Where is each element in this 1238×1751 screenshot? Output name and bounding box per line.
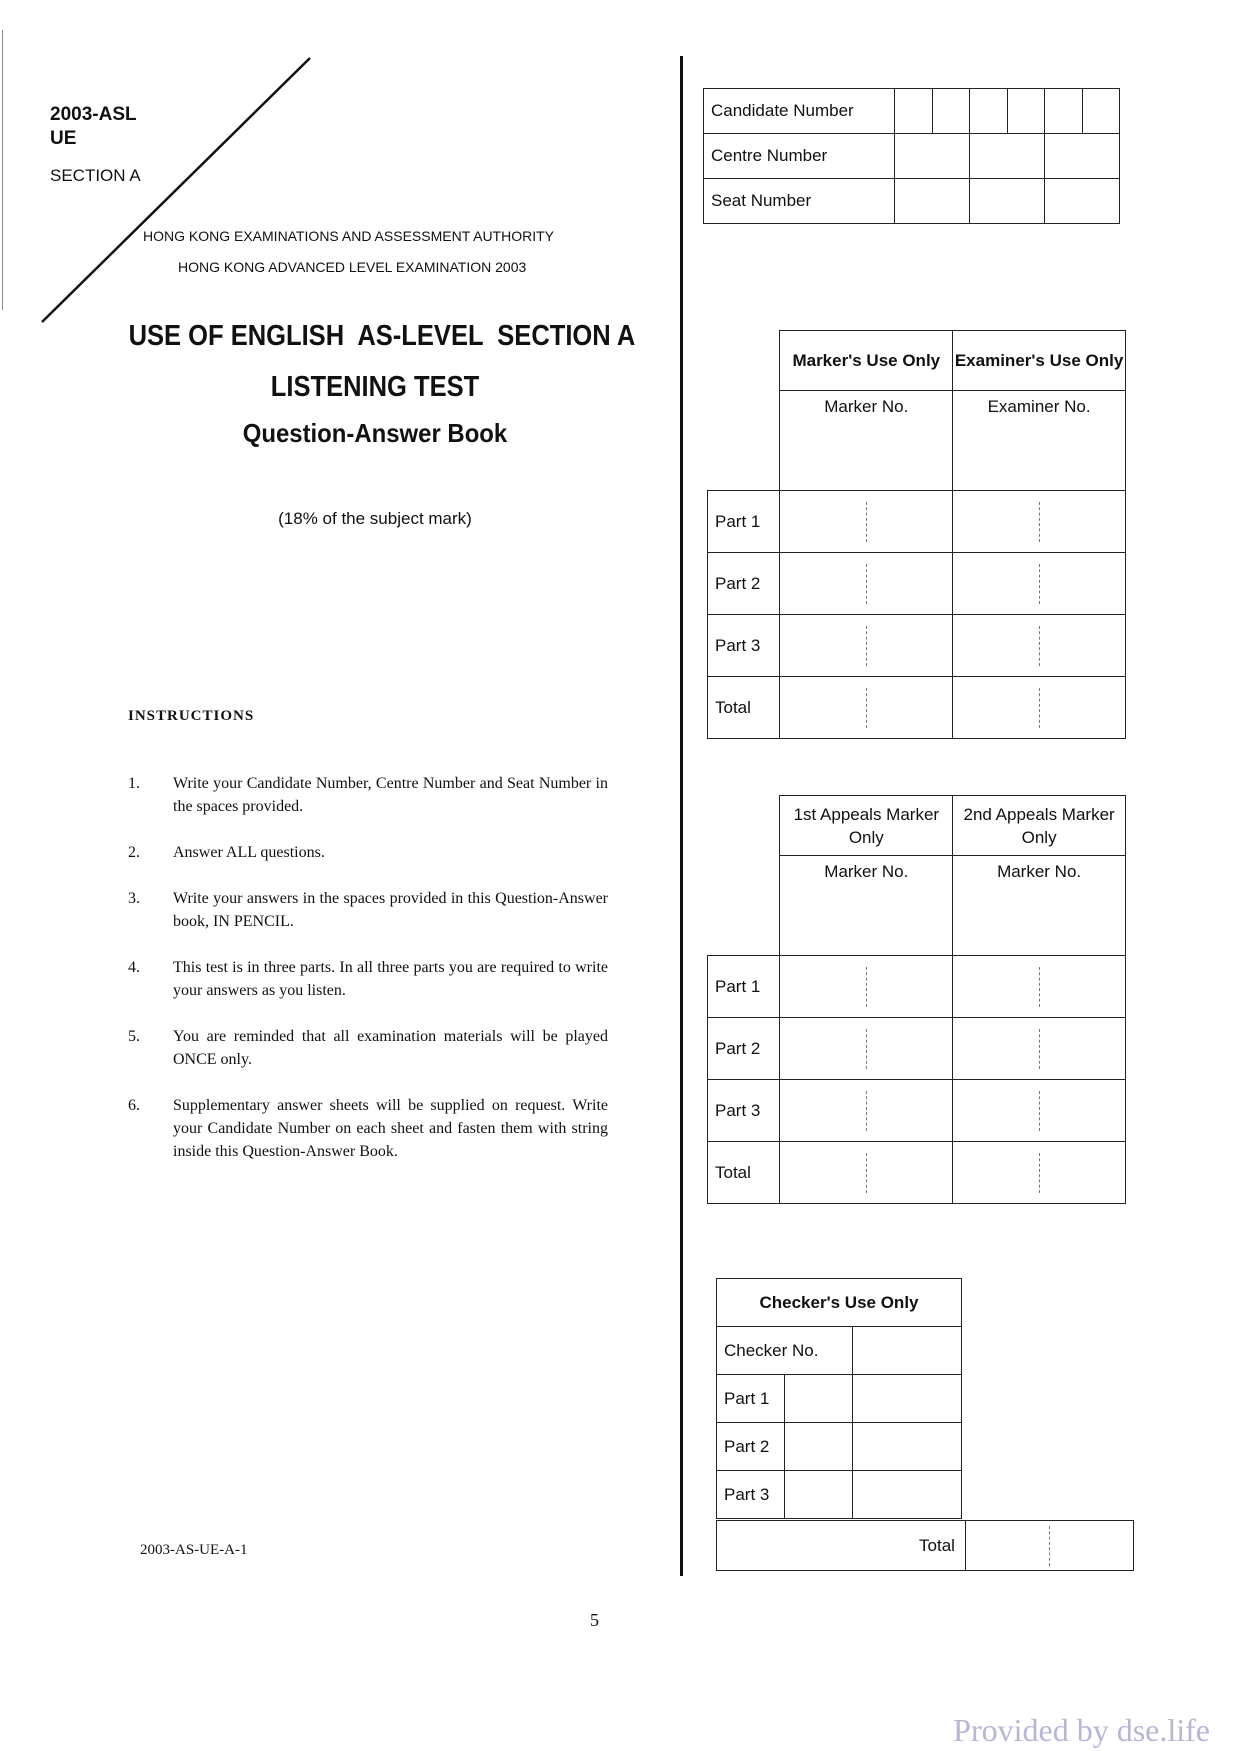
checker-score-cell[interactable] [785,1375,852,1423]
checker-use-header: Checker's Use Only [717,1279,962,1327]
instruction-number: 4. [128,959,140,976]
instruction-item [128,841,608,864]
checker-score-cell[interactable] [852,1471,961,1519]
instruction-number: 5. [128,1028,140,1045]
title-line3: Question-Answer Book [242,418,508,448]
marker-score-cell[interactable] [780,491,953,553]
centre-digit-box[interactable] [970,134,1045,179]
paper-code-line1: 2003-ASL [50,104,137,125]
marker-score-cell[interactable] [780,553,953,615]
marker-no-cell[interactable]: Marker No. [780,391,953,491]
appeals-table [707,795,1126,1204]
marker-row-label: Total [708,677,780,739]
footer-code: 2003-AS-UE-A-1 [140,1542,248,1558]
section-label: SECTION A [50,166,141,185]
seat-number-label: Seat Number [704,179,895,224]
checker-score-cell[interactable] [785,1423,852,1471]
examiner-score-cell[interactable] [953,615,1126,677]
instructions-heading: INSTRUCTIONS [128,708,255,724]
appeals-score-cell[interactable] [953,1142,1126,1204]
examiner-score-cell[interactable] [953,491,1126,553]
marker-row-label: Part 3 [708,615,780,677]
candidate-number-label: Candidate Number [704,89,895,134]
instruction-text: Write your answers in the spaces provided in this Question-Answer book, IN PENCIL. [173,890,608,930]
appeals-score-cell[interactable] [780,1080,953,1142]
first-appeals-header: 1st Appeals Marker Only [780,796,953,856]
title-block [95,320,655,449]
second-appeals-header: 2nd Appeals Marker Only [953,796,1126,856]
checker-total-cell[interactable] [965,1521,1133,1571]
instruction-item [128,1094,608,1163]
appeals-row-label: Part 2 [708,1018,780,1080]
instruction-number: 6. [128,1097,140,1114]
appeals-row-label: Part 3 [708,1080,780,1142]
instruction-text: This test is in three parts. In all three parts you are required to write your answers as you listen. [173,959,608,999]
seat-digit-box[interactable] [1045,179,1120,224]
marker-use-header: Marker's Use Only [780,331,953,391]
instruction-text: Supplementary answer sheets will be supplied on request. Write your Candidate Number on each sheet and fasten them with string inside this Question-Answer Book. [173,1097,608,1160]
instructions-list [128,772,608,1186]
centre-digit-box[interactable] [895,134,970,179]
candidate-digit-box[interactable] [1007,89,1044,134]
marker-row-label: Part 1 [708,491,780,553]
instruction-item [128,887,608,933]
paper-code [50,103,137,151]
instruction-number: 2. [128,844,140,861]
candidate-info-table [703,88,1120,224]
marker-row-label: Part 2 [708,553,780,615]
title-line1: USE OF ENGLISH AS-LEVEL SECTION A [128,320,636,352]
second-appeals-marker-no[interactable]: Marker No. [953,856,1126,956]
appeals-score-cell[interactable] [780,1018,953,1080]
candidate-digit-box[interactable] [1082,89,1119,134]
examiner-use-header: Examiner's Use Only [953,331,1126,391]
checker-row-label: Part 2 [717,1423,785,1471]
examiner-score-cell[interactable] [953,553,1126,615]
seat-digit-box[interactable] [895,179,970,224]
checker-score-cell[interactable] [852,1423,961,1471]
centre-digit-box[interactable] [1045,134,1120,179]
exam-name: HONG KONG ADVANCED LEVEL EXAMINATION 2003 [178,259,527,275]
appeals-score-cell[interactable] [953,1080,1126,1142]
appeals-score-cell[interactable] [953,1018,1126,1080]
appeals-score-cell[interactable] [780,956,953,1018]
marker-score-cell[interactable] [780,677,953,739]
appeals-score-cell[interactable] [953,956,1126,1018]
candidate-digit-box[interactable] [1045,89,1082,134]
instruction-text: Answer ALL questions. [173,844,325,861]
authority-name: HONG KONG EXAMINATIONS AND ASSESSMENT AUTHORITY [143,228,554,244]
appeals-row-label: Part 1 [708,956,780,1018]
checker-total-label: Total [717,1521,966,1571]
checker-score-cell[interactable] [852,1375,961,1423]
candidate-digit-box[interactable] [895,89,932,134]
paper-code-line2: UE [50,128,77,149]
appeals-row-label: Total [708,1142,780,1204]
instruction-text: You are reminded that all examination materials will be played ONCE only. [173,1028,608,1068]
candidate-digit-box[interactable] [932,89,969,134]
provided-by-watermark: Provided by dse.life [953,1712,1210,1748]
instruction-text: Write your Candidate Number, Centre Number and Seat Number in the spaces provided. [173,775,608,815]
checker-total-table [716,1520,1134,1571]
examiner-score-cell[interactable] [953,677,1126,739]
first-appeals-marker-no[interactable]: Marker No. [780,856,953,956]
page-number: 5 [590,1610,599,1630]
centre-number-label: Centre Number [704,134,895,179]
checker-row-label: Part 1 [717,1375,785,1423]
instruction-item [128,772,608,818]
candidate-digit-box[interactable] [970,89,1007,134]
appeals-score-cell[interactable] [780,1142,953,1204]
instruction-item [128,1025,608,1071]
subject-mark: (18% of the subject mark) [278,509,472,528]
checker-score-cell[interactable] [785,1471,852,1519]
instruction-number: 1. [128,775,140,792]
seat-digit-box[interactable] [970,179,1045,224]
checker-no-label: Checker No. [717,1327,853,1375]
checker-no-cell[interactable] [852,1327,961,1375]
instruction-number: 3. [128,890,140,907]
marker-score-cell[interactable] [780,615,953,677]
vertical-divider [680,56,683,1576]
instruction-item [128,956,608,1002]
title-line2: LISTENING TEST [270,371,480,403]
marker-examiner-table [707,330,1126,739]
checker-row-label: Part 3 [717,1471,785,1519]
examiner-no-cell[interactable]: Examiner No. [953,391,1126,491]
checker-table [716,1278,962,1519]
